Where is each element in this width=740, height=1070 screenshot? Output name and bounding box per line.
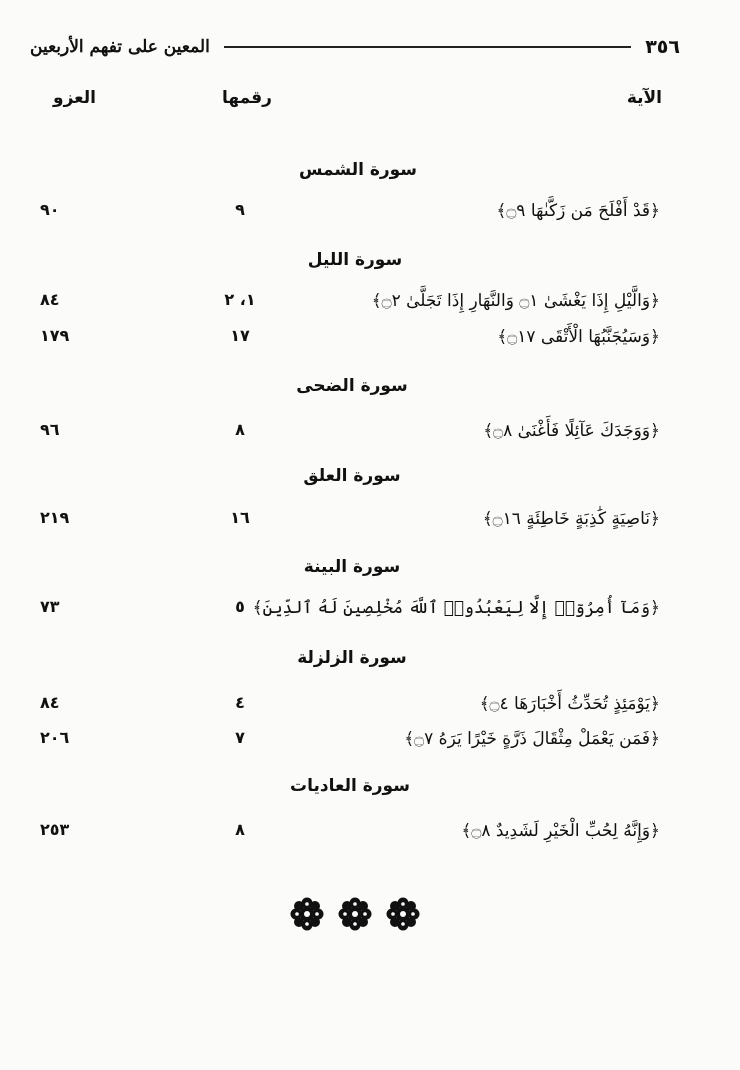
verse-number: ٨ <box>235 820 245 839</box>
surah-title: سورة البينة <box>303 557 401 577</box>
verse-number: ٥ <box>235 597 245 616</box>
surah-title: سورة الضحى <box>296 376 408 396</box>
surah-title: سورة الشمس <box>298 160 418 180</box>
verse-number: ٤ <box>235 693 245 712</box>
page-number: ٣٥٦ <box>645 36 680 58</box>
page-header <box>30 32 680 62</box>
verse-number: ١٦ <box>230 508 250 527</box>
verse-attribution: ٨٤ <box>40 693 60 712</box>
verse-row <box>0 200 740 228</box>
verse-attribution: ٢١٩ <box>40 508 70 527</box>
verse-row <box>0 693 740 721</box>
book-title: المعين على تفهم الأربعين <box>30 37 210 57</box>
verse-row <box>0 508 740 536</box>
verse-number: ٧ <box>235 728 245 747</box>
verse-number: ١٧ <box>230 326 250 345</box>
surah-title: سورة العاديات <box>290 776 410 796</box>
verse-text: ﴿وَإِنَّهُ لِحُبِّ الْخَيْرِ لَشَدِيدٌ ۝٨﴾ <box>461 821 660 841</box>
verse-attribution: ٨٤ <box>40 290 60 309</box>
verse-row <box>0 326 740 354</box>
verse-attribution: ٩٠ <box>40 200 60 219</box>
header-rule <box>224 46 631 48</box>
verse-number: ١، ٢ <box>224 290 256 309</box>
surah-title: سورة الليل <box>307 250 403 270</box>
column-header-number: رقمها <box>222 88 272 108</box>
verse-text: ﴿قَدْ أَفْلَحَ مَن زَكَّىٰهَا ۝٩﴾ <box>496 201 660 221</box>
column-header-aya: الآية <box>626 88 662 108</box>
verse-row <box>0 728 740 756</box>
verse-attribution: ٢٠٦ <box>40 728 70 747</box>
verse-text: ﴿وَوَجَدَكَ عَآئِلًا فَأَغْنَىٰ ۝٨﴾ <box>483 421 660 441</box>
flower-ornament-icon <box>386 897 420 931</box>
surah-title: سورة الزلزلة <box>297 648 407 668</box>
flower-ornament-icon <box>338 897 372 931</box>
end-ornaments <box>290 896 420 932</box>
verse-row <box>0 597 740 625</box>
verse-row <box>0 290 740 318</box>
surah-title: سورة العلق <box>303 466 401 486</box>
verse-text: ﴿وَالَّيْلِ إِذَا يَغْشَىٰ ۝١ وَالنَّهَارِ إِذَا تَجَلَّىٰ ۝٢﴾ <box>371 291 660 311</box>
flower-ornament-icon <box>290 897 324 931</box>
verse-row <box>0 820 740 848</box>
verse-row <box>0 420 740 448</box>
verse-text: ﴿يَوْمَئِذٍ تُحَدِّثُ أَخْبَارَهَا ۝٤﴾ <box>479 694 660 714</box>
verse-number: ٨ <box>235 420 245 439</box>
verse-attribution: ١٧٩ <box>40 326 70 345</box>
column-header-attribution: العزو <box>53 88 96 108</box>
verse-text: ﴿وَسَيُجَنَّبُهَا الْأَتْقَى ۝١٧﴾ <box>497 327 660 347</box>
verse-text: ﴿فَمَن يَعْمَلْ مِثْقَالَ ذَرَّةٍ خَيْرًا يَرَهُ ۝٧﴾ <box>404 729 660 749</box>
verse-attribution: ٢٥٣ <box>40 820 70 839</box>
verse-attribution: ٧٣ <box>40 597 60 616</box>
verse-text: ﴿وَمَآ أُمِرُوٓا۟ إِلَّا لِيَعْبُدُوا۟ ٱللَّهَ مُخْلِصِينَ لَهُ ٱلدِّينَ﴾ <box>252 598 660 618</box>
verse-attribution: ٩٦ <box>40 420 60 439</box>
verse-text: ﴿نَاصِيَةٍ كَٰذِبَةٍ خَاطِئَةٍ ۝١٦﴾ <box>482 509 660 529</box>
verse-number: ٩ <box>235 200 245 219</box>
